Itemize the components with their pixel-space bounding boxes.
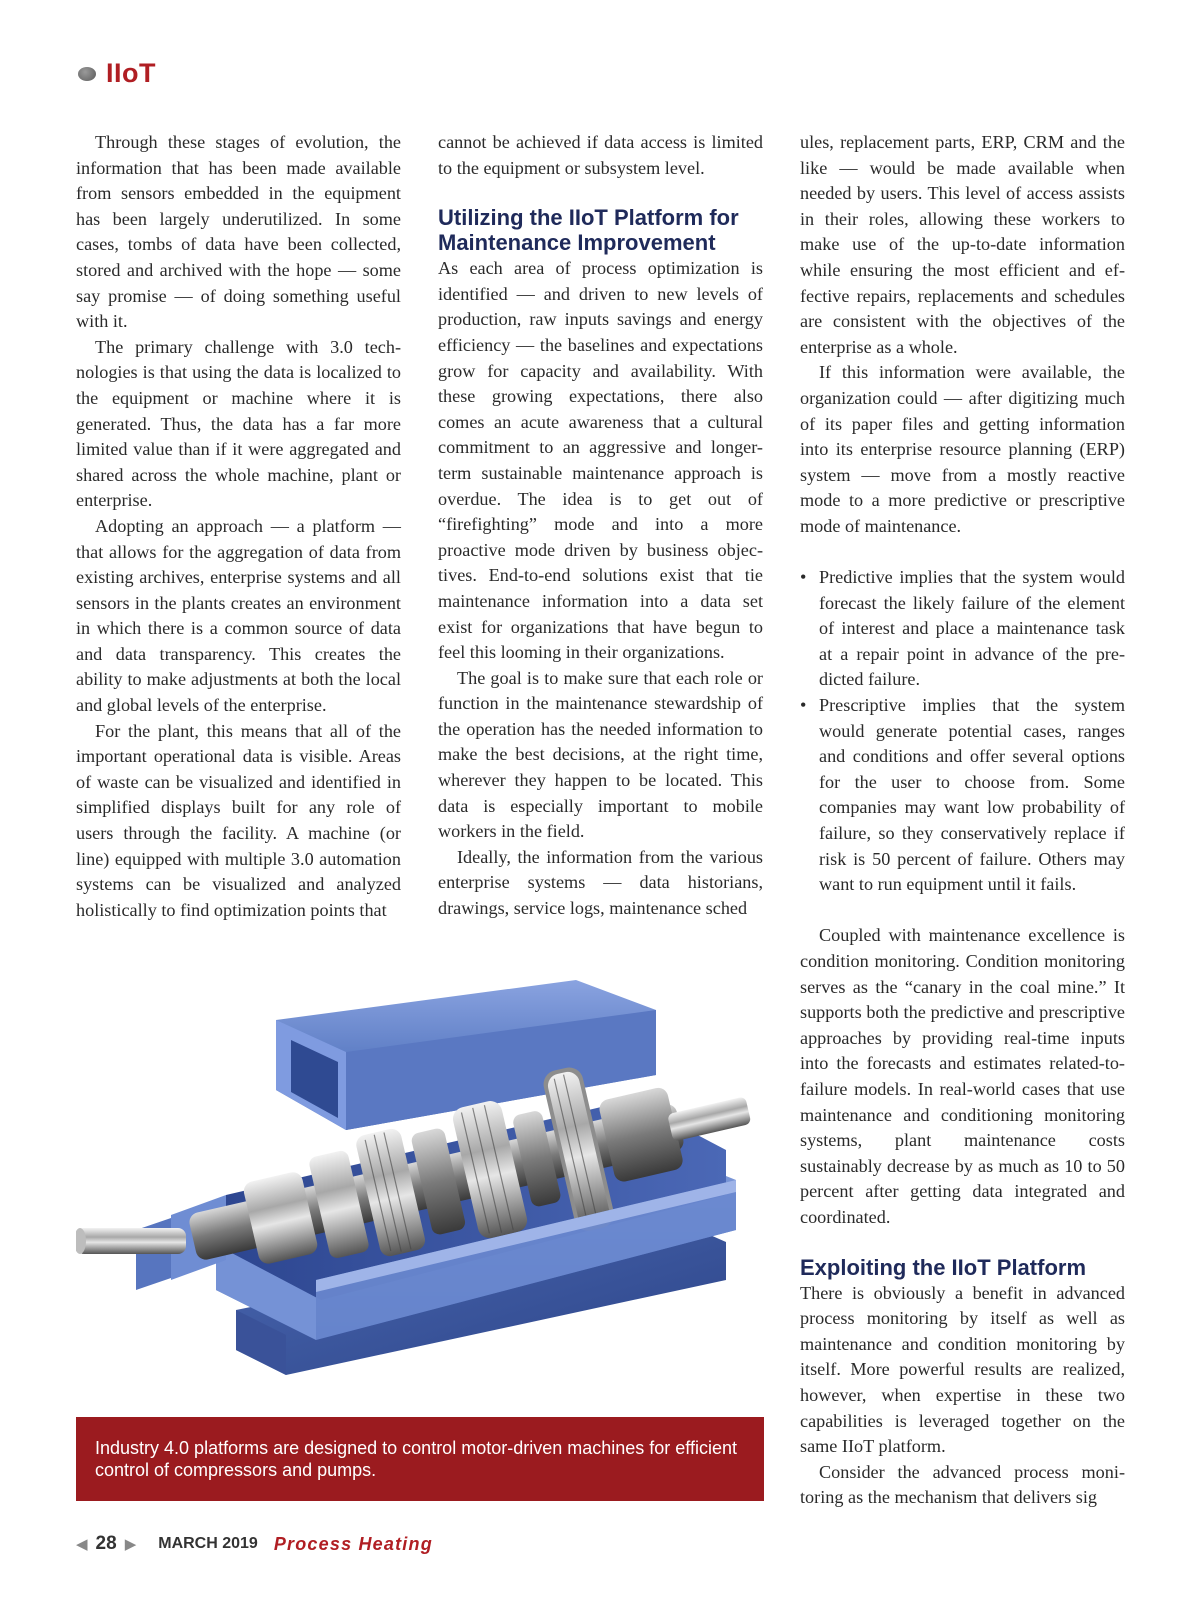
section-tag [78, 58, 156, 89]
page-footer [76, 1533, 433, 1555]
article-column-3 [800, 130, 1125, 1511]
paragraph: There is obviously a benefit in advanced process monitoring by itself as well as maintenance and condition monitoring by itself. More powerful results are realized, however, when expertise in these two capabilities is leveraged together on the same IIoT platform. [800, 1282, 1125, 1457]
issue-date: MARCH 2019 [158, 1535, 258, 1552]
figure-caption: Industry 4.0 platforms are designed to control motor-driven machines for efficient control of compressors and pumps. [76, 1417, 764, 1501]
article-column-1 [76, 130, 401, 923]
machine-figure [76, 980, 764, 1385]
article-column-2 [438, 130, 763, 922]
compressor-cutaway-illustration [76, 980, 764, 1385]
list-item: • Predictive implies that the system would forecast the likely failure of the element of interest and place a maintenance task at a repair point in advance of the predicted failure. [819, 565, 1125, 693]
paragraph: cannot be achieved if data access is limited to the equipment or subsystem level. [438, 132, 763, 178]
paragraph: Coupled with maintenance excellence is condition monitoring. Condition monitoring serves as the “canary in the coal mine.” It supports both the predictive and prescriptive approaches by providing real-time inputs into the forecasts and estimates related-to-failure models. In real-world cases that use maintenance and conditioning monitoring systems, plant maintenance costs sustainably decrease by as much as 10 to 50 percent after getting data integrated and coordinated. [800, 925, 1125, 1227]
paragraph: As each area of process optimization is identified — and driven to new levels of production, raw inputs savings and energy efficiency — the baselines and expectations grow for capacity and availability. With these growing expectations, there also comes an acute awareness that a cultural commitment to an aggressive and longer-term sustainable maintenance approach is overdue. The idea is to get out of “firefighting” mode and into a more proactive mode driven by business objectives. End-to-end solutions exist that tie maintenance information into a data set exist for organizations that have begun to feel this looming in their organizations. [438, 258, 763, 663]
magazine-name: Process Heating [273, 1533, 433, 1554]
section-heading: Utilizing the IIoT Platform for Maintenance Improvement [438, 205, 739, 256]
paragraph: If this information were available, the organization could — after digitizing much of its paper files and getting information into its enterprise resource planning (ERP) system — move from a mostly reactive mode to a more predictive or prescriptive mode of maintenance. [800, 362, 1125, 536]
bullet-icon [78, 67, 96, 81]
arrow-right-icon: ▶ [124, 1536, 137, 1553]
paragraph: Ideally, the information from the various enterprise systems — data historians, drawings, service logs, maintenance sched [438, 846, 763, 919]
paragraph: The primary challenge with 3.0 technologies is that using the data is localized to the equipment or machine where it is generated. Thus, the data has a far more limited value than if it were aggregated and shared across the whole machine, plant or enterprise. [76, 336, 401, 511]
paragraph: Through these stages of evolution, the information that has been made available from sensors embedded in the equipment has been largely underutilized. In some cases, tombs of data have been collected, stored and archived with the hope — some say promise — of doing something useful with it. [76, 132, 401, 332]
section-heading: Exploiting the IIoT Platform [800, 1254, 1086, 1280]
spacer [800, 898, 1125, 924]
page-number: 28 [95, 1533, 117, 1554]
paragraph: ules, replacement parts, ERP, CRM and the like — would be made available when needed by users. This level of access assists in their roles, allowing these workers to make use of the up-to-date information while ensuring the most efficient and effective repairs, replacements and schedules are consistent with the objectives of the enterprise as a whole. [800, 132, 1125, 357]
spacer [800, 540, 1125, 566]
paragraph: Adopting an approach — a platform — that allows for the aggregation of data from existing archives, enterprise systems and all sensors in the plants creates an environment in which there is a common source of data and data transparency. This creates the ability to make adjustments at both the local and global levels of the enterprise. [76, 515, 401, 716]
bullet-list [800, 565, 1125, 898]
paragraph: Consider the advanced process monitoring as the mechanism that delivers sig [800, 1461, 1125, 1508]
paragraph: For the plant, this means that all of the important operational data is visible. Areas of waste can be visualized and identified in simplified displays built for any role of users through the facility. A machine (or line) equipped with multiple 3.0 automation systems can be visualized and analyzed holistically to find optimization points that [76, 720, 401, 920]
section-label: IIoT [106, 58, 156, 88]
list-item: • Prescriptive implies that the system would generate potential cases, ranges and conditions and offer several options for the user to choose from. Some companies may want low probability of failure, so they conservatively replace if risk is 50 percent of failure. Others may want to run equipment until it fails. [819, 693, 1125, 898]
arrow-left-icon: ◀ [76, 1536, 88, 1553]
paragraph: The goal is to make sure that each role or function in the maintenance stewardship of the operation has the needed information to make the best decisions, at the right time, wherever they happen to be located. This data is especially important to mobile workers in the field. [438, 667, 763, 842]
